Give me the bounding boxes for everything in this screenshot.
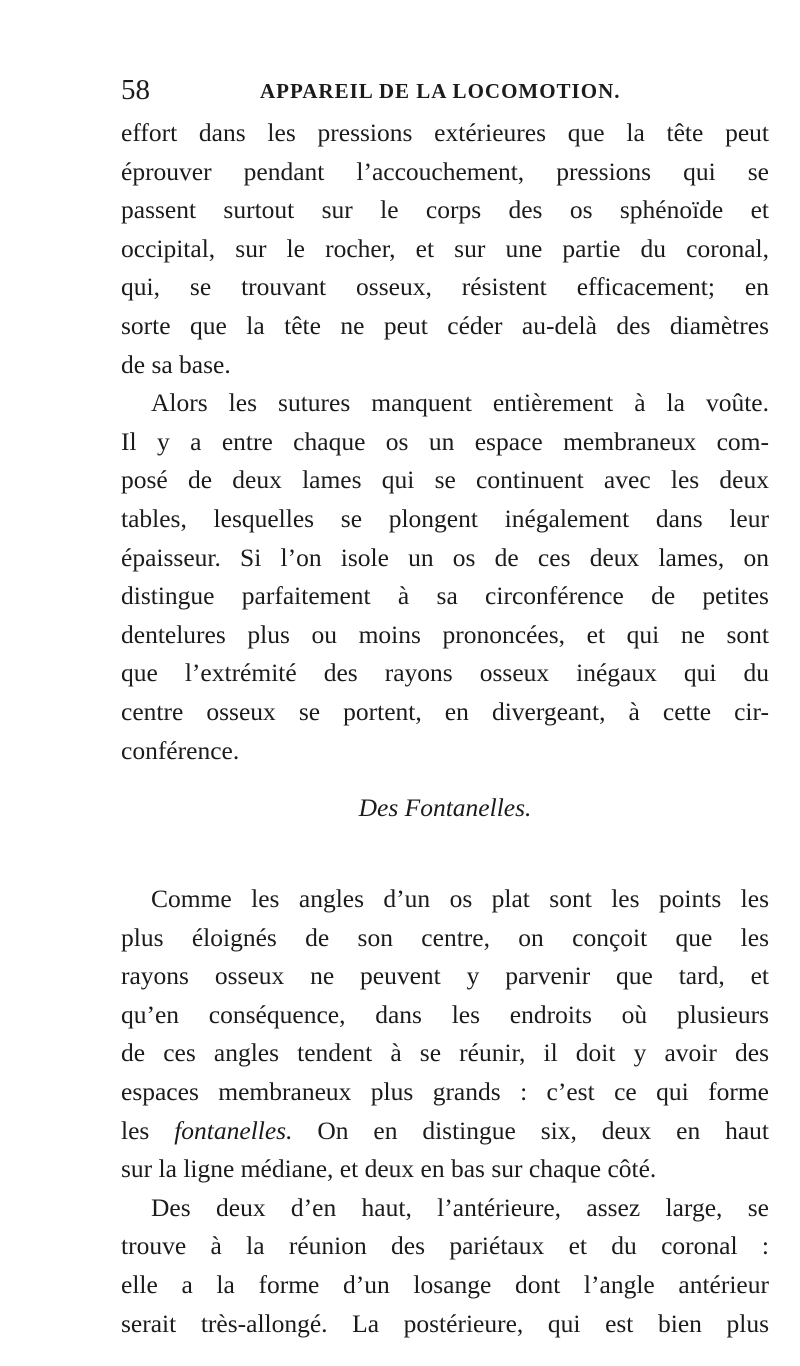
- text-line: distingue parfaitement à sa circonférence de petites: [121, 581, 769, 611]
- text-line: serait très-allongé. La postérieure, qui est bien plus: [121, 1308, 769, 1338]
- text-fragment: les: [121, 1115, 150, 1145]
- text-line: conférence.: [121, 735, 240, 765]
- text-line: dentelures plus ou moins prononcées, et qui ne sont: [121, 619, 769, 649]
- text-line: occipital, sur le rocher, et sur une partie du coronal,: [121, 233, 769, 263]
- text-line: de ces angles tendent à se réunir, il doit y avoir des: [121, 1038, 769, 1068]
- text-line-with-term: [121, 1112, 769, 1151]
- text-line: éprouver pendant l’accouchement, pressions qui se: [121, 156, 769, 186]
- text-line: Alors les sutures manquent entièrement à la voûte.: [151, 388, 769, 418]
- text-line: passent surtout sur le corps des os sphénoïde et: [121, 195, 769, 225]
- text-line: centre osseux se portent, en divergeant, à cette cir-: [121, 696, 769, 726]
- text-line: posé de deux lames qui se continuent avec les deux: [121, 465, 769, 495]
- italic-term: fontanelles.: [174, 1115, 293, 1145]
- section-heading: Des Fontanelles.: [358, 793, 532, 823]
- text-line: tables, lesquelles se plongent inégalement dans leur: [121, 503, 769, 533]
- text-line: trouve à la réunion des pariétaux et du coronal :: [121, 1231, 769, 1261]
- text-line: épaisseur. Si l’on isole un os de ces deux lames, on: [121, 542, 769, 572]
- text-line: effort dans les pressions extérieures que la tête peut: [121, 118, 769, 147]
- text-fragment: On en distingue six, deux en haut: [317, 1115, 769, 1145]
- page-number: 58: [121, 74, 150, 106]
- text-line: que l’extrémité des rayons osseux inégaux qui du: [121, 658, 769, 688]
- text-line: sur la ligne médiane, et deux en bas sur chaque côté.: [121, 1154, 657, 1184]
- text-line: Il y a entre chaque os un espace membraneux com-: [121, 426, 769, 456]
- text-line: qu’en conséquence, dans les endroits où plusieurs: [121, 999, 769, 1029]
- text-line: Comme les angles d’un os plat sont les points les: [151, 884, 769, 914]
- text-line: rayons osseux ne peuvent y parvenir que tard, et: [121, 961, 769, 991]
- text-line: de sa base.: [121, 349, 231, 379]
- text-line: elle a la forme d’un losange dont l’angle antérieur: [121, 1270, 769, 1300]
- body-text: [121, 114, 769, 1343]
- page-header: [121, 72, 681, 112]
- text-line: Des deux d’en haut, l’antérieure, assez large, se: [151, 1192, 769, 1222]
- text-line: sorte que la tête ne peut céder au-delà des diamètres: [121, 310, 769, 340]
- text-line: qui, se trouvant osseux, résistent efficacement; en: [121, 272, 769, 302]
- running-head: APPAREIL DE LA LOCOMOTION.: [260, 79, 621, 103]
- text-line: plus éloignés de son centre, on conçoit que les: [121, 922, 769, 952]
- spacer: [121, 846, 769, 880]
- text-line: espaces membraneux plus grands : c’est ce qui forme: [121, 1077, 769, 1107]
